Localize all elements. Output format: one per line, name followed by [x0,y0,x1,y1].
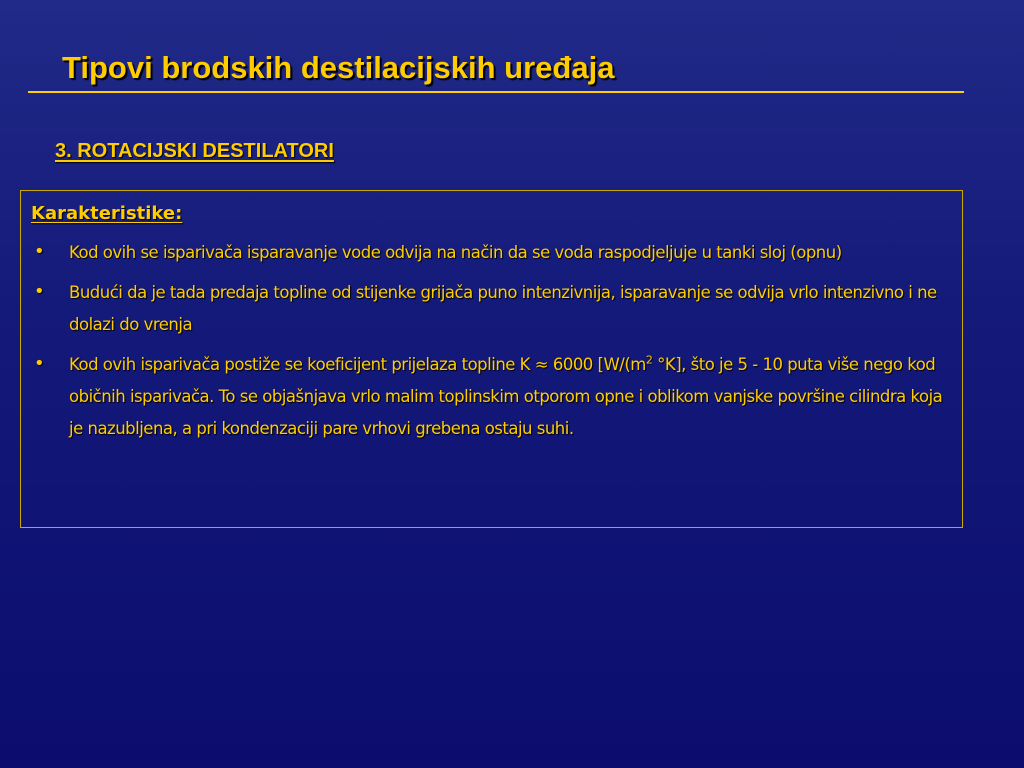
bullet-text-3-part-1: Kod ovih isparivača postiže se koeficijent prijelaza topline K ≈ 6000 [W/(m [69,355,646,374]
slide-title: Tipovi brodskih destilacijskih uređaja [62,50,615,85]
bullet-dot-icon: • [34,281,45,302]
bullet-text-1: Kod ovih se isparivača isparavanje vode odvija na način da se voda raspodjeljuje u tanki sloj (opnu) [69,243,842,262]
bullet-text-3-part-2: °K], što je 5 - 10 puta više nego kod običnih isparivača. To se objašnjava vrlo malim toplinskim otporom opne i oblikom vanjske površine cilindra koja je nazubljena, a pri kondenzaciji pare vrhovi grebena ostaju suhi. [69,355,943,438]
bullet-text-3 [69,355,942,438]
bullet-dot-icon: • [34,241,45,262]
bullet-dot-icon: • [34,353,45,374]
bullet-item-3 [21,349,962,445]
characteristics-box [20,190,963,528]
section-heading: 3. ROTACIJSKI DESTILATORI [55,140,334,162]
characteristics-list [21,237,962,453]
superscript-exponent: 2 [645,353,653,367]
bullet-item-1 [21,237,962,269]
characteristics-heading: Karakteristike: [31,203,183,224]
bullet-item-2 [21,277,962,341]
title-underline-rule [28,91,964,93]
bullet-text-2: Budući da je tada predaja topline od stijenke grijača puno intenzivnija, isparavanje se odvija vrlo intenzivno i ne dolazi do vrenja [69,283,937,334]
